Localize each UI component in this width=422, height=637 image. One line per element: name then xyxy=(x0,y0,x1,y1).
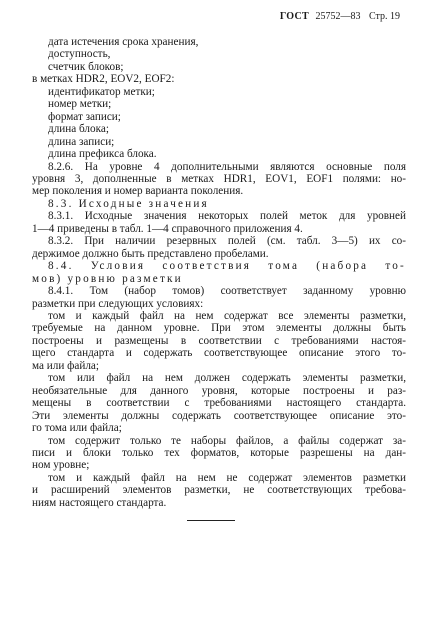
text-line: мер поколения и номер варианта поколения. xyxy=(32,185,244,198)
text-line: ном уровне; xyxy=(32,459,90,472)
text-line: построены и размещены в соответствии с требованиями настоя- xyxy=(32,334,406,347)
text-line: номер метки; xyxy=(48,98,112,111)
text-line: 8.3.2. При наличии резервных полей (см. табл. 3—5) их со- xyxy=(48,235,406,248)
text-line: держимое должно быть представлено пробелами. xyxy=(32,247,269,260)
text-line: том или файл на нем должен содержать элементы разметки, xyxy=(48,372,406,385)
standard-label: ГОСТ xyxy=(279,11,309,22)
text-line: формат записи; xyxy=(48,110,121,123)
text-line: Эти элементы должны содержать соответствующее описание это- xyxy=(32,409,406,422)
section-heading: 8.4. Условия соответствия тома (набора то- xyxy=(48,260,406,273)
end-divider xyxy=(187,520,235,521)
section-heading: 8.3. Исходные значения xyxy=(48,197,209,210)
text-line: длина записи; xyxy=(48,135,115,148)
text-line: дата истечения срока хранения, xyxy=(48,36,199,48)
text-line: ниям настоящего стандарта. xyxy=(32,496,167,509)
text-line: писи и блоки только тех форматов, которые разрешены на дан- xyxy=(32,446,406,459)
document-body xyxy=(32,36,406,509)
text-line: том содержит только те наборы файлов, а файлы содержат за- xyxy=(48,434,406,447)
text-line: уровня 3, дополненные в метках HDR1, EOV1, EOF1 полями: но- xyxy=(32,172,406,185)
page-number: Стр. 19 xyxy=(368,11,400,22)
text-line: щего стандарта и содержать соответствующее описание этого то- xyxy=(32,347,406,360)
text-line: 8.4.1. Том (набор томов) соответствует заданному уровню xyxy=(48,285,406,298)
text-line: 8.2.6. На уровне 4 дополнительными являются основные поля xyxy=(48,160,406,173)
text-line: 1—4 приведены в табл. 1—4 справочного приложения 4. xyxy=(32,222,303,235)
text-line: мещены в соответствии с требованиями настоящего стандарта. xyxy=(32,397,406,410)
text-line: необязательные для данного уровня, которые построены и раз- xyxy=(32,384,406,397)
text-line: и расширений элементов разметки, не соответствующих требова- xyxy=(32,484,406,497)
text-line: в метках HDR2, EOV2, EOF2: xyxy=(32,73,175,86)
text-line: длина блока; xyxy=(48,123,109,136)
text-line: том и каждый файл на нем содержат все элементы разметки, xyxy=(48,309,406,322)
text-line: ма или файла; xyxy=(32,359,99,372)
text-line: идентификатор метки; xyxy=(48,85,155,98)
text-line: том и каждый файл на нем не содержат элементов разметки xyxy=(48,471,406,484)
text-line: 8.3.1. Исходные значения некоторых полей меток для уровней xyxy=(48,210,406,223)
text-line: длина префикса блока. xyxy=(48,148,157,161)
text-line: счетчик блоков; xyxy=(48,60,124,73)
text-line: требуемые на данном уровне. При этом элементы должны быть xyxy=(32,322,406,335)
text-line: разметки при следующих условиях: xyxy=(32,297,204,310)
section-heading: мов) уровню разметки xyxy=(32,272,183,285)
text-line: доступность, xyxy=(48,48,111,61)
standard-number: 25752—83 xyxy=(315,11,361,22)
text-line: го тома или файла; xyxy=(32,422,122,435)
page-header xyxy=(280,11,400,22)
